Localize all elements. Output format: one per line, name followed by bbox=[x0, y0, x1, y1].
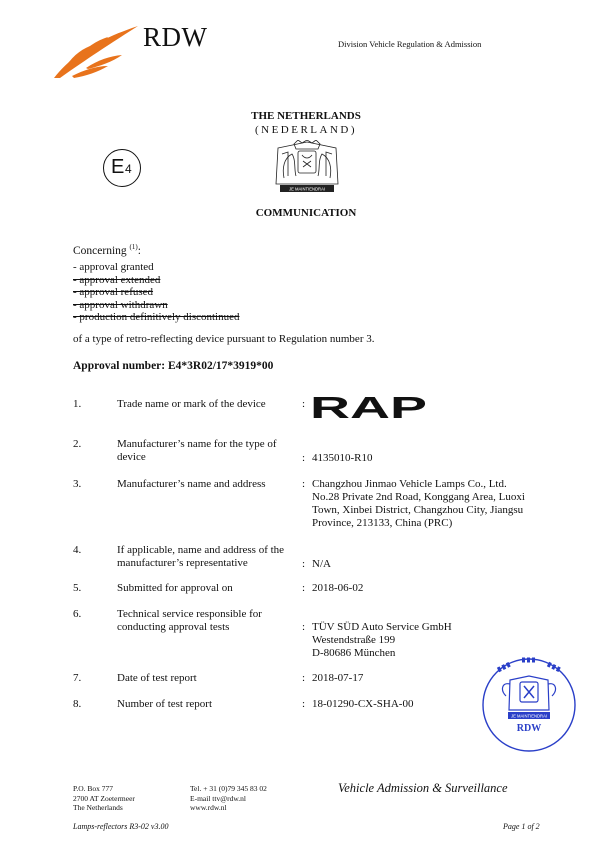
rdw-approval-stamp-icon bbox=[480, 656, 578, 754]
status-list bbox=[73, 261, 240, 324]
concerning-text: Concerning bbox=[73, 244, 127, 257]
footer-email: E-mail ttv@rdw.nl bbox=[190, 793, 246, 803]
document-title: COMMUNICATION bbox=[255, 207, 357, 219]
field-colon: : bbox=[302, 698, 306, 710]
field-colon: : bbox=[302, 621, 306, 633]
approval-number: Approval number: E4*3R02/17*3919*00 bbox=[73, 360, 274, 372]
field-value-line: D-80686 München bbox=[312, 647, 396, 659]
footer-slogan: Vehicle Admission & Surveillance bbox=[338, 781, 508, 795]
field-colon: : bbox=[302, 478, 306, 490]
field-label: Technical service responsible for conducting approval tests bbox=[117, 608, 262, 633]
field-value: 4135010-R10 bbox=[312, 452, 373, 464]
stamp-label: RDW bbox=[516, 723, 542, 734]
netherlands-coat-of-arms-icon bbox=[268, 140, 346, 196]
field-number: 7. bbox=[73, 672, 82, 684]
coat-of-arms-motto: JE MAINTIENDRAI bbox=[288, 186, 326, 192]
footer-address-line: P.O. Box 777 bbox=[73, 784, 114, 793]
field-value: 2018-06-02 bbox=[312, 582, 364, 594]
footer-phone: Tel. + 31 (0)79 345 83 02 bbox=[190, 784, 267, 793]
field-value-line: No.28 Private 2nd Road, Konggang Area, Luoxi bbox=[312, 491, 525, 503]
rap-trademark-logo bbox=[310, 393, 428, 421]
page-number: Page 1 of 2 bbox=[503, 822, 540, 831]
field-colon: : bbox=[302, 452, 306, 464]
field-value bbox=[312, 478, 542, 530]
field-colon: : bbox=[302, 558, 306, 570]
field-value-line: TÜV SÜD Auto Service GmbH bbox=[312, 621, 452, 633]
division-name: Division Vehicle Regulation & Admission bbox=[338, 39, 482, 49]
field-number: 5. bbox=[73, 582, 82, 594]
field-colon: : bbox=[302, 672, 306, 684]
field-number: 8. bbox=[73, 698, 82, 710]
field-label: Submitted for approval on bbox=[117, 582, 233, 594]
footer-website: www.rdw.nl bbox=[190, 803, 227, 812]
footer-address-line: The Netherlands bbox=[73, 803, 123, 812]
rdw-logo-leaf-icon bbox=[50, 20, 142, 82]
field-number: 1. bbox=[73, 398, 82, 410]
footer-contact bbox=[190, 784, 267, 813]
field-label: Trade name or mark of the device bbox=[117, 398, 266, 410]
field-value-line: Changzhou Jinmao Vehicle Lamps Co., Ltd. bbox=[312, 478, 507, 490]
footer-address bbox=[73, 784, 135, 813]
field-colon: : bbox=[302, 398, 306, 410]
country-name: THE NETHERLANDS bbox=[251, 110, 361, 122]
device-description: of a type of retro-reflecting device pursuant to Regulation number 3. bbox=[73, 333, 375, 345]
footer-address-line: 2700 AT Zoetermeer bbox=[73, 793, 135, 803]
field-value-line: Westendstraße 199 bbox=[312, 634, 396, 646]
footnote-marker: (1) bbox=[129, 243, 138, 251]
field-value bbox=[312, 621, 542, 660]
field-value: N/A bbox=[312, 558, 331, 570]
concerning-colon: : bbox=[137, 244, 141, 257]
field-value-line: Province, 213133, China (PRC) bbox=[312, 517, 453, 529]
field-number: 4. bbox=[73, 544, 82, 556]
e-mark-icon bbox=[103, 149, 141, 187]
rap-logo-text: RAP bbox=[310, 393, 427, 421]
document-reference: Lamps-reflectors R3-02 v3.00 bbox=[73, 822, 169, 831]
status-item: - approval refused bbox=[73, 286, 154, 299]
status-item: - approval withdrawn bbox=[73, 298, 168, 311]
field-value-line: Town, Xinbei District, Changzhou City, Jiangsu bbox=[312, 504, 524, 516]
field-number: 3. bbox=[73, 478, 82, 490]
field-label: If applicable, name and address of the manufacturer’s representative bbox=[117, 544, 285, 569]
field-number: 2. bbox=[73, 438, 82, 450]
field-colon: : bbox=[302, 582, 306, 594]
field-label: Date of test report bbox=[117, 672, 197, 684]
status-item: - production definitively discontinued bbox=[73, 311, 240, 324]
country-native-name: (NEDERLAND) bbox=[254, 124, 358, 136]
status-item: - approval granted bbox=[73, 261, 154, 273]
stamp-motto: JE MAINTIENDRAI bbox=[510, 713, 548, 719]
e-mark-number: 4 bbox=[125, 162, 132, 176]
field-value: 18-01290-CX-SHA-00 bbox=[312, 698, 414, 710]
status-item: - approval extended bbox=[73, 273, 161, 286]
rdw-logo-text: RDW bbox=[143, 22, 208, 52]
concerning-label bbox=[73, 243, 141, 257]
field-number: 6. bbox=[73, 608, 82, 620]
field-label: Manufacturer’s name and address bbox=[117, 478, 266, 490]
e-mark-letter: E bbox=[111, 156, 125, 178]
field-value: 2018-07-17 bbox=[312, 672, 364, 684]
field-label: Number of test report bbox=[117, 698, 212, 710]
field-label: Manufacturer’s name for the type of device bbox=[117, 438, 277, 463]
